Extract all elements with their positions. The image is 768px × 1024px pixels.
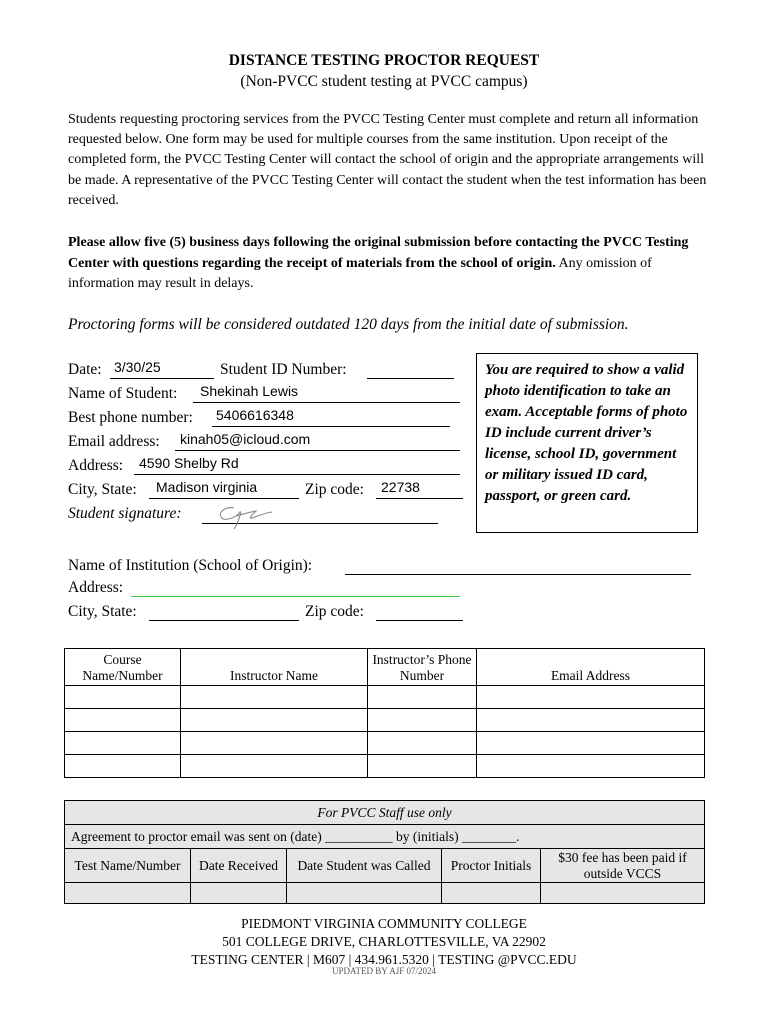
date-received-cell[interactable]: [191, 883, 287, 904]
footer-updated: UPDATED BY AJF 07/2024: [332, 966, 436, 976]
zip-label: Zip code:: [305, 481, 364, 498]
staff-title: For PVCC Staff use only: [65, 801, 705, 825]
courses-header-row: [65, 649, 705, 686]
phone-cell[interactable]: [368, 709, 477, 732]
form-title: DISTANCE TESTING PROCTOR REQUEST: [228, 52, 540, 69]
institution-address-label: Address:: [68, 579, 124, 596]
phone-cell[interactable]: [368, 686, 477, 709]
course-cell[interactable]: [65, 709, 181, 732]
header-course: Course Name/Number: [65, 649, 181, 686]
table-row: [65, 755, 705, 778]
date-called-cell[interactable]: [287, 883, 442, 904]
outdated-note: Proctoring forms will be considered outdated 120 days from the initial date of submission.: [68, 316, 629, 333]
date-label: Date:: [68, 361, 102, 378]
header-fee-paid: $30 fee has been paid if outside VCCS: [541, 849, 705, 883]
address-label: Address:: [68, 457, 124, 474]
intro-paragraph: Students requesting proctoring services from the PVCC Testing Center must complete and return all information requested below. One form may be used for multiple courses from the same institution. Upon receipt of the completed form, the PVCC Testing Center will contact the school of origin and the appropriate arrangements will be made. A representative of the PVCC Testing Center will contact the student when the test information has been received.: [68, 112, 707, 208]
address-value: 4590 Shelby Rd: [139, 455, 239, 471]
table-row: [65, 883, 705, 904]
date-value: 3/30/25: [114, 359, 161, 375]
zip-value: 22738: [381, 479, 420, 495]
instructor-cell[interactable]: [181, 709, 368, 732]
form-subtitle: (Non-PVCC student testing at PVCC campus): [240, 73, 528, 90]
phone-value: 5406616348: [216, 407, 294, 423]
student-id-field[interactable]: [367, 364, 454, 379]
course-cell[interactable]: [65, 755, 181, 778]
instructor-cell[interactable]: [181, 686, 368, 709]
instructor-cell[interactable]: [181, 732, 368, 755]
email-label: Email address:: [68, 433, 160, 450]
phone-cell[interactable]: [368, 755, 477, 778]
email-cell[interactable]: [477, 686, 705, 709]
notice-bold-text: Please allow five (5) business days following the original submission before contacting the PVCC Testing Center with questions regarding the receipt of materials from the school of origin.: [68, 235, 689, 271]
footer-address: 501 COLLEGE DRIVE, CHARLOTTESVILLE, VA 22902: [222, 934, 546, 949]
header-instructor-phone: Instructor’s Phone Number: [368, 649, 477, 686]
city-state-label: City, State:: [68, 481, 137, 498]
signature-scribble-icon: [212, 502, 276, 532]
institution-city-field[interactable]: [149, 606, 299, 621]
student-name-value: Shekinah Lewis: [200, 383, 299, 399]
institution-city-label: City, State:: [68, 603, 137, 620]
institution-zip-field[interactable]: [376, 606, 463, 621]
institution-name-field[interactable]: [345, 560, 691, 575]
email-value: kinah05@icloud.com: [180, 431, 311, 447]
table-row: [65, 686, 705, 709]
header-instructor-name: Instructor Name: [181, 649, 368, 686]
header-date-received: Date Received: [191, 849, 287, 883]
email-cell[interactable]: [477, 709, 705, 732]
course-cell[interactable]: [65, 732, 181, 755]
student-id-label: Student ID Number:: [220, 361, 347, 378]
notice-paragraph: [68, 233, 708, 295]
agreement-text: Agreement to proctor email was sent on (date) __________ by (initials) ________.: [65, 825, 705, 849]
notice-normal-text: Any omission of information may result in delays.: [68, 255, 652, 291]
test-name-cell[interactable]: [65, 883, 191, 904]
institution-zip-label: Zip code:: [305, 603, 364, 620]
staff-title-row: [65, 801, 705, 825]
header-test-name: Test Name/Number: [65, 849, 191, 883]
staff-header-row: [65, 849, 705, 883]
table-row: [65, 732, 705, 755]
email-cell[interactable]: [477, 755, 705, 778]
proctor-initials-cell[interactable]: [442, 883, 541, 904]
course-cell[interactable]: [65, 686, 181, 709]
photo-id-notice: You are required to show a valid photo identification to take an exam. Acceptable forms of photo ID include current driver’s license, school ID, government or military issued ID card, passport, or green card.: [476, 353, 698, 533]
student-name-label: Name of Student:: [68, 385, 178, 402]
header-date-called: Date Student was Called: [287, 849, 442, 883]
instructor-cell[interactable]: [181, 755, 368, 778]
phone-label: Best phone number:: [68, 409, 193, 426]
institution-address-field[interactable]: [131, 582, 460, 597]
table-row: [65, 709, 705, 732]
header-email: Email Address: [477, 649, 705, 686]
staff-agreement-row: [65, 825, 705, 849]
header-proctor-initials: Proctor Initials: [442, 849, 541, 883]
footer-college: PIEDMONT VIRGINIA COMMUNITY COLLEGE: [241, 916, 527, 931]
city-state-value: Madison virginia: [156, 479, 258, 495]
email-cell[interactable]: [477, 732, 705, 755]
phone-cell[interactable]: [368, 732, 477, 755]
fee-paid-cell[interactable]: [541, 883, 705, 904]
footer: [0, 915, 768, 969]
date-row: [68, 361, 102, 381]
institution-name-label: Name of Institution (School of Origin):: [68, 557, 313, 574]
staff-table: [64, 800, 705, 904]
courses-table: [64, 648, 705, 778]
footer-contact: TESTING CENTER | M607 | 434.961.5320 | TESTING @PVCC.EDU: [191, 952, 577, 967]
signature-label: Student signature:: [68, 505, 182, 522]
